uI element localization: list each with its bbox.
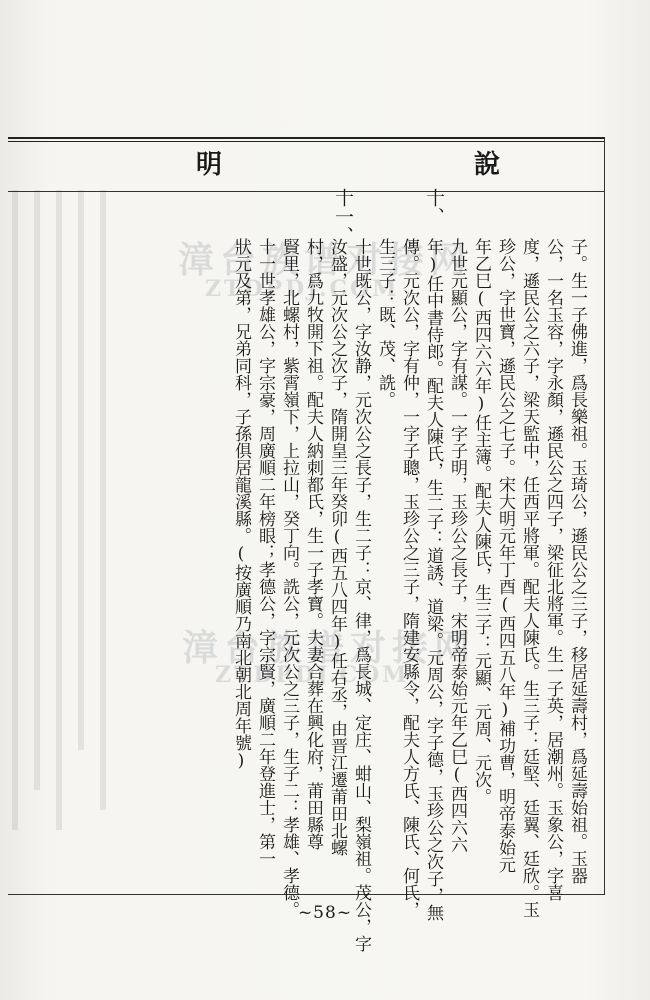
watermark-text: 漳台族谱对接网 bbox=[182, 627, 477, 669]
text-column: 村，爲九牧開下祖。配夫人納刺都氏，生一子孝寶。夫妻合葬在興化府，莆田縣尊 bbox=[303, 238, 323, 850]
top-border-thick bbox=[8, 137, 605, 139]
text-column: 十世既公，字汝静，元次公之長子，生二子：京、律，爲長城、定庄、蚶山、梨嶺祖。茂公，字 bbox=[351, 238, 371, 952]
text-column: 年乙巳(西四六六年)任主簿。配夫人陳氏，生三子：元顯、元周、元次。 bbox=[471, 238, 491, 805]
section-title-right: 說 bbox=[474, 150, 503, 180]
text-column: 傳。元次公，字有仲，一字子聰，玉珍公之三子，隋建安縣令，配夫人方氏、陳氏、何氏， bbox=[399, 238, 419, 918]
text-column: 珍公，字世寶，遜民公之七子。宋大明元年丁酉(西四五八年)補功曹，明帝泰始元 bbox=[495, 238, 515, 873]
header-divider bbox=[8, 191, 605, 192]
text-column: 汝盛，元次公之次子，隋開皇三年癸卯(西五八四年)任右丞，由晋江遷莆田北螺 bbox=[327, 238, 347, 856]
text-column: 度，遜民公之六子，梁天監中，任西平將軍。配夫人陳氏。生三子：廷堅、廷翼、廷欣。玉 bbox=[519, 238, 539, 918]
watermark-url: ZTDPDJ.COM bbox=[215, 662, 410, 688]
watermark-text: 漳台族谱对接网 bbox=[178, 239, 473, 281]
heading-ten: 十、 bbox=[423, 188, 445, 226]
text-column: 生三子：既、茂、詵。 bbox=[375, 238, 395, 408]
top-border-thin bbox=[8, 141, 605, 142]
text-column: 子。生一子佛進，爲長樂祖。玉琦公，遜民公之三子，移居延壽村，爲延壽始祖。玉器 bbox=[567, 238, 587, 884]
text-column: 九世元顯公，字有謀。一字子明，玉珍公之長子，宋明帝泰始元年乙巳(西四六六 bbox=[447, 238, 467, 853]
text-column: 公，一名玉容，字永顏，遜民公之四子，梁征北將軍。生一子英，居潮州。玉象公，字喜 bbox=[543, 238, 563, 901]
text-column: 十一世孝雄公，字宗豪，周廣順二年榜眼；孝德公，字宗賢，廣順二年登進士，第一 bbox=[255, 238, 275, 867]
text-column: 狀元及第，兄弟同科，子孫俱居龍溪縣。(按廣順乃南北朝北周年號) bbox=[231, 238, 251, 771]
right-border bbox=[604, 137, 605, 894]
watermark-url: ZTDPDJ.COM bbox=[205, 276, 400, 302]
heading-eleven: 十一、 bbox=[332, 188, 354, 245]
text-column: 年)任中書侍郎。配夫人陳氏，生二子：道誘、道梁。元周公，字子德，玉珍公之次子，無 bbox=[423, 238, 443, 921]
bottom-border bbox=[8, 894, 605, 895]
page-number: ~58~ bbox=[297, 903, 353, 923]
text-column: 賢里，北螺村，紫霄嶺下，上拉山，癸丁向。詵公，元次公之三子，生子二：孝雄、孝德。 bbox=[279, 238, 299, 918]
bleed-through-text bbox=[0, 180, 120, 840]
section-title-left: 明 bbox=[196, 150, 225, 180]
